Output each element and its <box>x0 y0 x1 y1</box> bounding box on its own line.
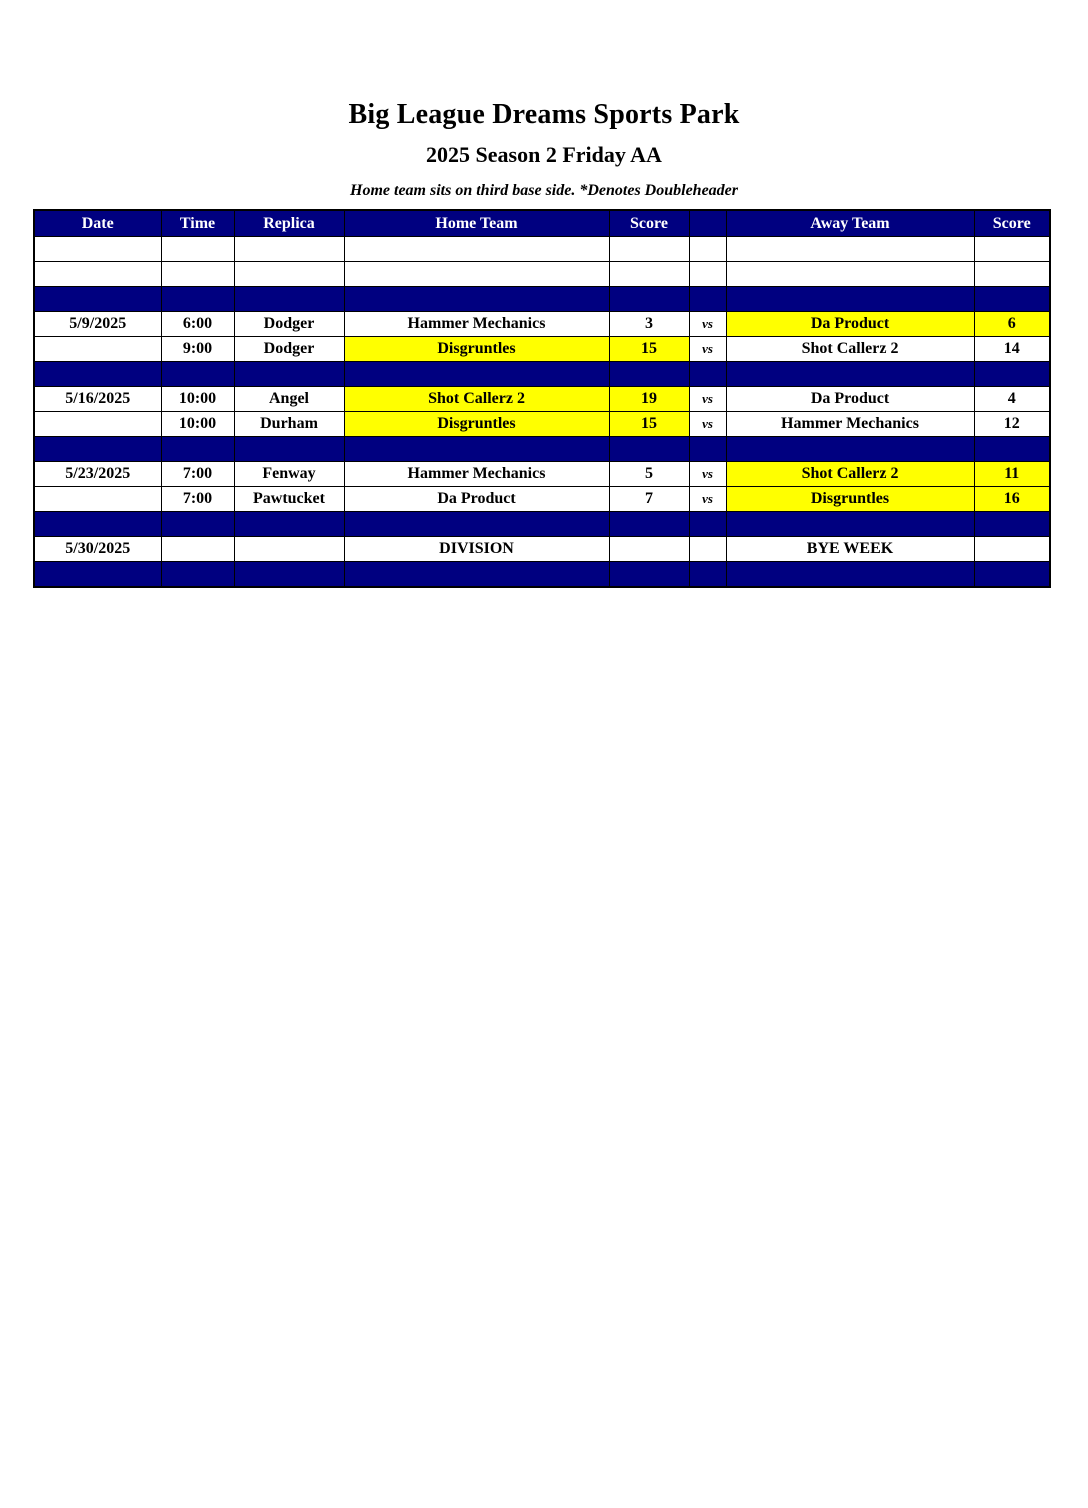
col-header-replica: Replica <box>234 210 344 237</box>
cell-time: 10:00 <box>161 387 234 412</box>
cell-away-team: Disgruntles <box>726 487 974 512</box>
cell-away-team: Hammer Mechanics <box>726 412 974 437</box>
cell-time <box>161 512 234 537</box>
cell-replica <box>234 237 344 262</box>
cell-away-score <box>974 287 1050 312</box>
game-row <box>34 412 1050 437</box>
cell-vs <box>689 287 726 312</box>
cell-home-score <box>609 512 689 537</box>
cell-home-team <box>344 362 609 387</box>
cell-away-score <box>974 362 1050 387</box>
cell-time: 7:00 <box>161 462 234 487</box>
cell-replica <box>234 512 344 537</box>
cell-away-team: Shot Callerz 2 <box>726 462 974 487</box>
cell-date <box>34 362 161 387</box>
cell-replica <box>234 437 344 462</box>
cell-vs: vs <box>689 462 726 487</box>
cell-time <box>161 262 234 287</box>
cell-replica: Dodger <box>234 312 344 337</box>
cell-away-score: 6 <box>974 312 1050 337</box>
cell-away-score <box>974 562 1050 588</box>
cell-time: 10:00 <box>161 412 234 437</box>
cell-home-score: 15 <box>609 337 689 362</box>
cell-replica <box>234 287 344 312</box>
separator-row <box>34 362 1050 387</box>
cell-home-team <box>344 437 609 462</box>
cell-vs <box>689 262 726 287</box>
cell-time <box>161 237 234 262</box>
cell-home-team <box>344 287 609 312</box>
cell-away-team <box>726 562 974 588</box>
cell-vs <box>689 537 726 562</box>
cell-vs <box>689 237 726 262</box>
col-header-home-team: Home Team <box>344 210 609 237</box>
cell-home-score: 7 <box>609 487 689 512</box>
cell-home-team: Da Product <box>344 487 609 512</box>
cell-replica: Dodger <box>234 337 344 362</box>
cell-time: 6:00 <box>161 312 234 337</box>
cell-home-score <box>609 362 689 387</box>
game-row <box>34 487 1050 512</box>
separator-row <box>34 512 1050 537</box>
cell-replica <box>234 262 344 287</box>
cell-away-score: 16 <box>974 487 1050 512</box>
cell-home-score: 5 <box>609 462 689 487</box>
separator-row <box>34 437 1050 462</box>
cell-replica <box>234 362 344 387</box>
cell-away-team: Da Product <box>726 312 974 337</box>
col-header-away-score: Score <box>974 210 1050 237</box>
cell-replica: Durham <box>234 412 344 437</box>
cell-time: 7:00 <box>161 487 234 512</box>
cell-home-team: Hammer Mechanics <box>344 312 609 337</box>
game-row <box>34 462 1050 487</box>
cell-time <box>161 537 234 562</box>
cell-date: 5/30/2025 <box>34 537 161 562</box>
cell-vs <box>689 562 726 588</box>
cell-away-team <box>726 362 974 387</box>
cell-away-score <box>974 237 1050 262</box>
cell-away-team: Shot Callerz 2 <box>726 337 974 362</box>
cell-home-score <box>609 437 689 462</box>
cell-away-score: 12 <box>974 412 1050 437</box>
cell-vs: vs <box>689 387 726 412</box>
cell-home-team <box>344 512 609 537</box>
cell-date: 5/9/2025 <box>34 312 161 337</box>
cell-home-team: DIVISION <box>344 537 609 562</box>
cell-date: 5/23/2025 <box>34 462 161 487</box>
cell-away-score: 14 <box>974 337 1050 362</box>
cell-home-score: 19 <box>609 387 689 412</box>
cell-vs: vs <box>689 487 726 512</box>
cell-date <box>34 487 161 512</box>
cell-date <box>34 512 161 537</box>
cell-vs: vs <box>689 337 726 362</box>
cell-away-team <box>726 262 974 287</box>
cell-replica: Fenway <box>234 462 344 487</box>
page-note: Home team sits on third base side. *Denotes Doubleheader <box>350 182 738 199</box>
cell-away-team: Da Product <box>726 387 974 412</box>
table-header-row <box>34 210 1050 237</box>
cell-away-score <box>974 437 1050 462</box>
spacer-row <box>34 262 1050 287</box>
cell-away-team: BYE WEEK <box>726 537 974 562</box>
cell-away-team <box>726 237 974 262</box>
cell-away-score <box>974 262 1050 287</box>
cell-date <box>34 237 161 262</box>
cell-date <box>34 337 161 362</box>
col-header-date: Date <box>34 210 161 237</box>
cell-home-team: Shot Callerz 2 <box>344 387 609 412</box>
cell-away-score: 4 <box>974 387 1050 412</box>
cell-date <box>34 562 161 588</box>
col-header-away-team: Away Team <box>726 210 974 237</box>
cell-time <box>161 362 234 387</box>
cell-home-team <box>344 562 609 588</box>
cell-vs: vs <box>689 312 726 337</box>
cell-replica <box>234 537 344 562</box>
spacer-row <box>34 237 1050 262</box>
cell-vs <box>689 437 726 462</box>
cell-replica <box>234 562 344 588</box>
separator-row <box>34 287 1050 312</box>
cell-away-team <box>726 437 974 462</box>
cell-home-score <box>609 287 689 312</box>
cell-replica: Angel <box>234 387 344 412</box>
cell-date <box>34 262 161 287</box>
schedule-table <box>33 209 1051 588</box>
cell-date <box>34 412 161 437</box>
cell-vs <box>689 512 726 537</box>
bye-week-row <box>34 537 1050 562</box>
col-header-vs <box>689 210 726 237</box>
col-header-time: Time <box>161 210 234 237</box>
cell-home-score: 3 <box>609 312 689 337</box>
cell-home-score <box>609 237 689 262</box>
cell-date: 5/16/2025 <box>34 387 161 412</box>
game-row <box>34 387 1050 412</box>
cell-home-team <box>344 237 609 262</box>
cell-home-score <box>609 537 689 562</box>
cell-vs <box>689 362 726 387</box>
cell-home-score <box>609 562 689 588</box>
cell-away-score: 11 <box>974 462 1050 487</box>
game-row <box>34 337 1050 362</box>
cell-replica: Pawtucket <box>234 487 344 512</box>
cell-time <box>161 562 234 588</box>
cell-home-team: Disgruntles <box>344 337 609 362</box>
separator-row <box>34 562 1050 588</box>
cell-home-team: Hammer Mechanics <box>344 462 609 487</box>
schedule-document <box>0 100 1088 588</box>
cell-home-team <box>344 262 609 287</box>
cell-away-team <box>726 512 974 537</box>
cell-away-score <box>974 537 1050 562</box>
col-header-home-score: Score <box>609 210 689 237</box>
cell-date <box>34 287 161 312</box>
game-row <box>34 312 1050 337</box>
cell-time <box>161 437 234 462</box>
cell-away-team <box>726 287 974 312</box>
cell-home-team: Disgruntles <box>344 412 609 437</box>
cell-time <box>161 287 234 312</box>
page-title: Big League Dreams Sports Park <box>348 99 740 130</box>
cell-date <box>34 437 161 462</box>
cell-vs: vs <box>689 412 726 437</box>
cell-home-score: 15 <box>609 412 689 437</box>
cell-time: 9:00 <box>161 337 234 362</box>
cell-away-score <box>974 512 1050 537</box>
page-subtitle: 2025 Season 2 Friday AA <box>426 142 662 167</box>
cell-home-score <box>609 262 689 287</box>
